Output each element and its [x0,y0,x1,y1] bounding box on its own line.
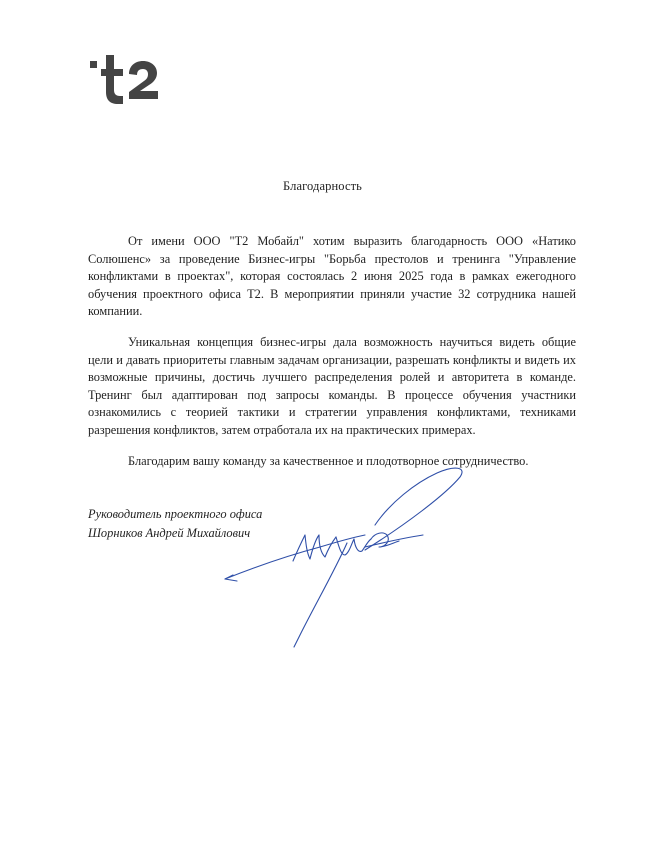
t2-logo [88,55,162,105]
signer-position: Руководитель проектного офиса [88,507,263,521]
handwritten-signature [215,455,475,655]
paragraph-2: Уникальная концепция бизнес-игры дала возможность научиться видеть общие цели и давать приоритеты главным задачам организации, разрешать конфликты и видеть их возможные причины, достичь лучшего распределения ролей и авторитета в команде. Тренинг был адаптирован под запросы команды. В процессе обучения участники ознакомились с теорией тактики и стратегии управления конфликтами, техниками разрешения конфликтов, затем отработала их на практических примерах. [88,334,576,437]
signer-name: Шорников Андрей Михайлович [88,526,251,540]
letter-body [88,233,576,483]
letter-title: Благодарность [283,179,362,193]
closing-line: Благодарим вашу команду за качественное и плодотворное сотрудничество. [128,453,529,468]
paragraph-1: От имени ООО "Т2 Мобайл" хотим выразить благодарность ООО «Натико Солюшенс» за проведение Бизнес-игры "Борьба престолов и тренинга "Управление конфликтами в проектах", которая состоялась 2 июня 2025 года в рамках ежегодного обучения проектного офиса Т2. В мероприятии приняли участие 32 сотрудника нашей компании. [88,234,576,319]
